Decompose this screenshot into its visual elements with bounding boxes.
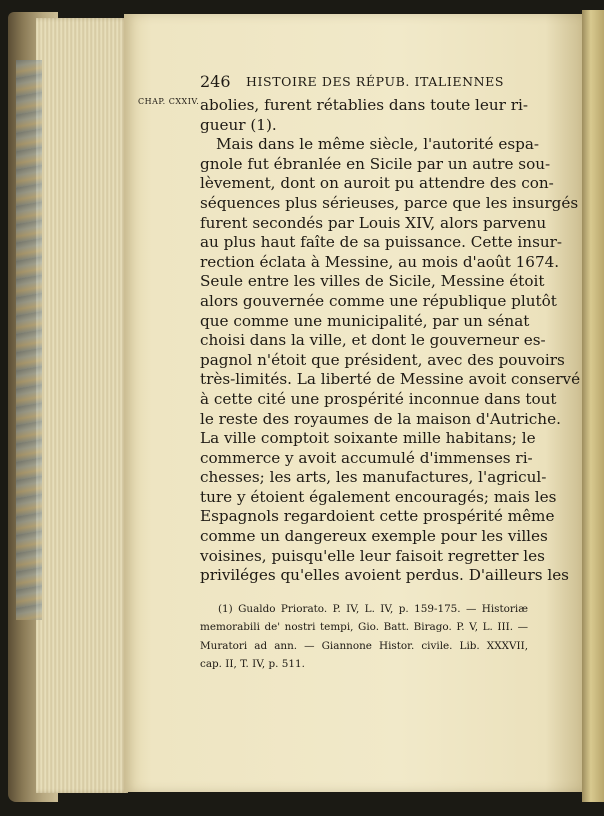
footnotes — [200, 600, 528, 674]
body-line: commerce y avoit accumulé d'immenses ri- — [200, 448, 533, 467]
body-line: La ville comptoit soixante mille habitans; le — [200, 429, 536, 448]
body-line: le reste des royaumes de la maison d'Autriche. — [200, 409, 561, 428]
body-text — [200, 96, 581, 586]
body-line: priviléges qu'elles avoient perdus. D'ailleurs les — [200, 566, 569, 585]
body-line: alors gouvernée comme une république plutôt — [200, 291, 557, 310]
page-edges — [36, 18, 128, 793]
body-line: ture y étoient également encouragés; mais les — [200, 487, 557, 506]
body-line: abolies, furent rétablies dans toute leur ri- — [200, 96, 528, 114]
body-line: Mais dans le même siècle, l'autorité espa- — [216, 135, 540, 154]
chapter-margin-note: CHAP. CXXIV. — [138, 97, 200, 106]
page-number: 246 — [200, 72, 231, 91]
body-line: pagnol n'étoit que président, avec des pouvoirs — [200, 350, 565, 369]
facing-page-edge — [582, 10, 604, 802]
marbled-endpaper — [16, 60, 42, 620]
body-line: que comme une municipalité, par un sénat — [200, 311, 530, 330]
body-line: furent secondés par Louis XIV, alors parvenu — [200, 213, 547, 232]
body-line: chesses; les arts, les manufactures, l'agricul- — [200, 468, 547, 487]
body-line: Seule entre les villes de Sicile, Messine étoit — [200, 272, 545, 291]
body-line: au plus haut faîte de sa puissance. Cette insur- — [200, 233, 563, 252]
body-line: gnole fut ébranlée en Sicile par un autre sou- — [200, 154, 551, 173]
footnote-line: memorabili de' nostri tempi, Gio. Batt. Birago. P. V, L. III. — — [200, 621, 528, 634]
footnote-line: cap. II, T. IV, p. 511. — [200, 658, 305, 671]
footnote-line: (1) Gualdo Priorato. P. IV, L. IV, p. 159-175. — Historiæ — [218, 603, 528, 615]
footnote-line: Muratori ad ann. — Giannone Histor. civile. Lib. XXXVII, — [200, 639, 528, 652]
page-header — [200, 72, 526, 92]
body-line: Espagnols regardoient cette prospérité même — [200, 507, 555, 526]
body-line: comme un dangereux exemple pour les villes — [200, 527, 548, 546]
body-line: choisi dans la ville, et dont le gouverneur es- — [200, 331, 546, 350]
running-title: HISTOIRE DES RÉPUB. ITALIENNES — [246, 74, 505, 89]
body-line: séquences plus sérieuses, parce que les insurgés — [200, 193, 579, 212]
body-line: voisines, puisqu'elle leur faisoit regretter les — [200, 546, 545, 565]
body-line: gueur (1). — [200, 115, 277, 134]
body-line: lèvement, dont on auroit pu attendre des con- — [200, 174, 554, 193]
body-line: à cette cité une prospérité inconnue dans tout — [200, 389, 557, 408]
body-line: très-limités. La liberté de Messine avoit conservé — [200, 370, 581, 389]
body-line: rection éclata à Messine, au mois d'août 1674. — [200, 252, 560, 271]
